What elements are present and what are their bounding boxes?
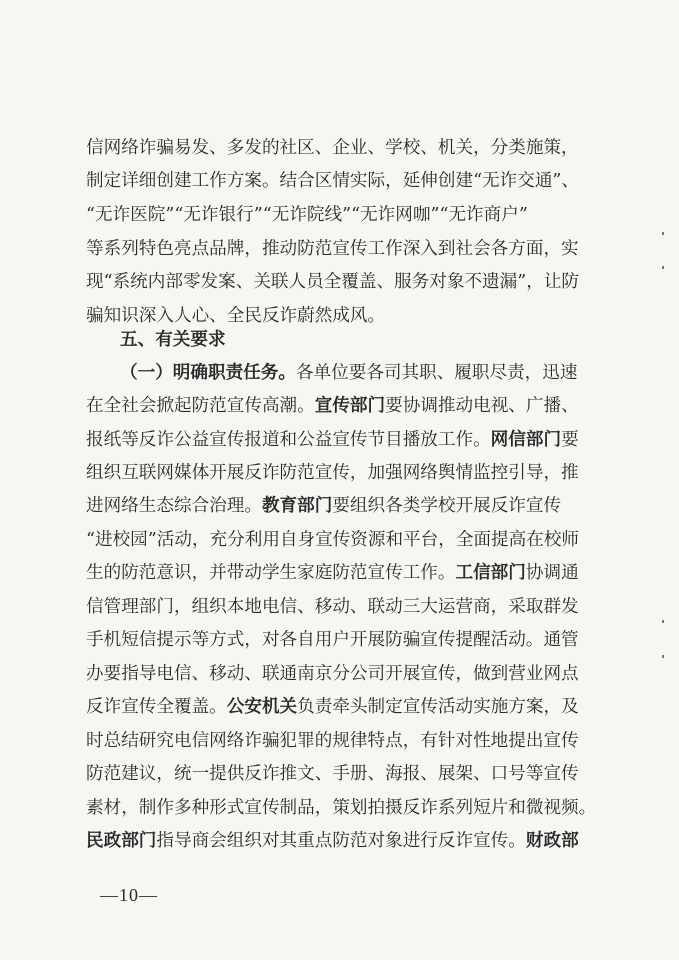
text-span: 反诈宣传全覆盖。	[86, 697, 227, 717]
section-title: 五、有关要求	[120, 330, 226, 350]
text-line	[86, 496, 606, 516]
department-label: 公安机关	[226, 696, 298, 717]
scan-mark	[662, 266, 664, 269]
text-line: “无诈医院”“无诈银行”“无诈院线”“无诈网咖”“无诈商户”	[86, 205, 528, 225]
text-span: 要	[561, 430, 579, 450]
text-line: 信网络诈骗易发、多发的社区、企业、学校、机关，分类施策，	[86, 138, 579, 158]
text-span: 各单位要各司其职、履职尽责，迅速	[295, 363, 578, 383]
text-line: 等系列特色亮点品牌，推动防范宣传工作深入到社会各方面，实	[86, 239, 579, 259]
text-line: 骗知识深入人心、全民反诈蔚然成风。	[86, 306, 386, 326]
department-label: 民政部门	[86, 830, 157, 851]
text-span: 要组织各类学校开展反诈宣传	[332, 496, 562, 516]
scan-mark	[662, 655, 664, 658]
department-label: 工信部门	[455, 562, 526, 583]
text-line	[86, 697, 606, 717]
text-span: 在全社会掀起防范宣传高潮。	[86, 396, 315, 416]
scan-mark	[662, 232, 664, 235]
text-line	[86, 363, 606, 383]
text-span: 报纸等反诈公益宣传报道和公益宣传节目播放工作。	[86, 430, 491, 450]
text-line: “进校园”活动，充分利用自身宣传资源和平台，全面提高在校师	[86, 530, 580, 550]
text-line	[86, 396, 606, 416]
department-label: 网信部门	[490, 429, 562, 450]
text-span: 指导商会组织对其重点防范对象进行反诈宣传。	[156, 831, 526, 851]
text-line	[86, 563, 606, 583]
department-label: 宣传部门	[314, 395, 386, 416]
text-line: 现“系统内部零发案、关联人员全覆盖、服务对象不遗漏”，让防	[86, 272, 580, 292]
text-span: 进网络生态综合治理。	[86, 496, 262, 516]
text-span: 生的防范意识，并带动学生家庭防范宣传工作。	[86, 563, 456, 583]
text-line	[86, 831, 606, 851]
paragraph-community-campaign	[86, 138, 606, 326]
text-line	[86, 430, 606, 450]
text-line: 信管理部门，组织本地电信、移动、联动三大运营商，采取群发	[86, 597, 579, 617]
paragraph-responsibilities	[86, 363, 606, 851]
page-number: —10—	[100, 885, 158, 905]
text-line: 素材，制作多种形式宣传制品，策划拍摄反诈系列短片和微视频。	[86, 798, 597, 818]
section-heading	[120, 330, 640, 350]
text-line: 办要指导电信、移动、联通南京分公司开展宣传，做到营业网点	[86, 664, 579, 684]
scan-mark	[662, 620, 664, 623]
department-label: 教育部门	[261, 495, 333, 516]
text-line: 制定详细创建工作方案。结合区情实际，延伸创建“无诈交通”、	[86, 171, 580, 191]
text-line: 组织互联网媒体开展反诈防范宣传，加强网络舆情监控引导，推	[86, 463, 579, 483]
department-label: 财政部	[525, 830, 579, 851]
text-line: 防范建议，统一提供反诈推文、手册、海报、展架、口号等宣传	[86, 764, 579, 784]
text-span: 要协调推动电视、广播、	[385, 396, 579, 416]
text-span: 负责牵头制定宣传活动实施方案，及	[297, 697, 579, 717]
text-line: 时总结研究电信网络诈骗犯罪的规律特点，有针对性地提出宣传	[86, 731, 579, 751]
text-line: 手机短信提示等方式，对各自用户开展防骗宣传提醒活动。通管	[86, 630, 579, 650]
subsection-title: （一）明确职责任务。	[120, 362, 296, 383]
text-span: 协调通	[525, 563, 579, 583]
